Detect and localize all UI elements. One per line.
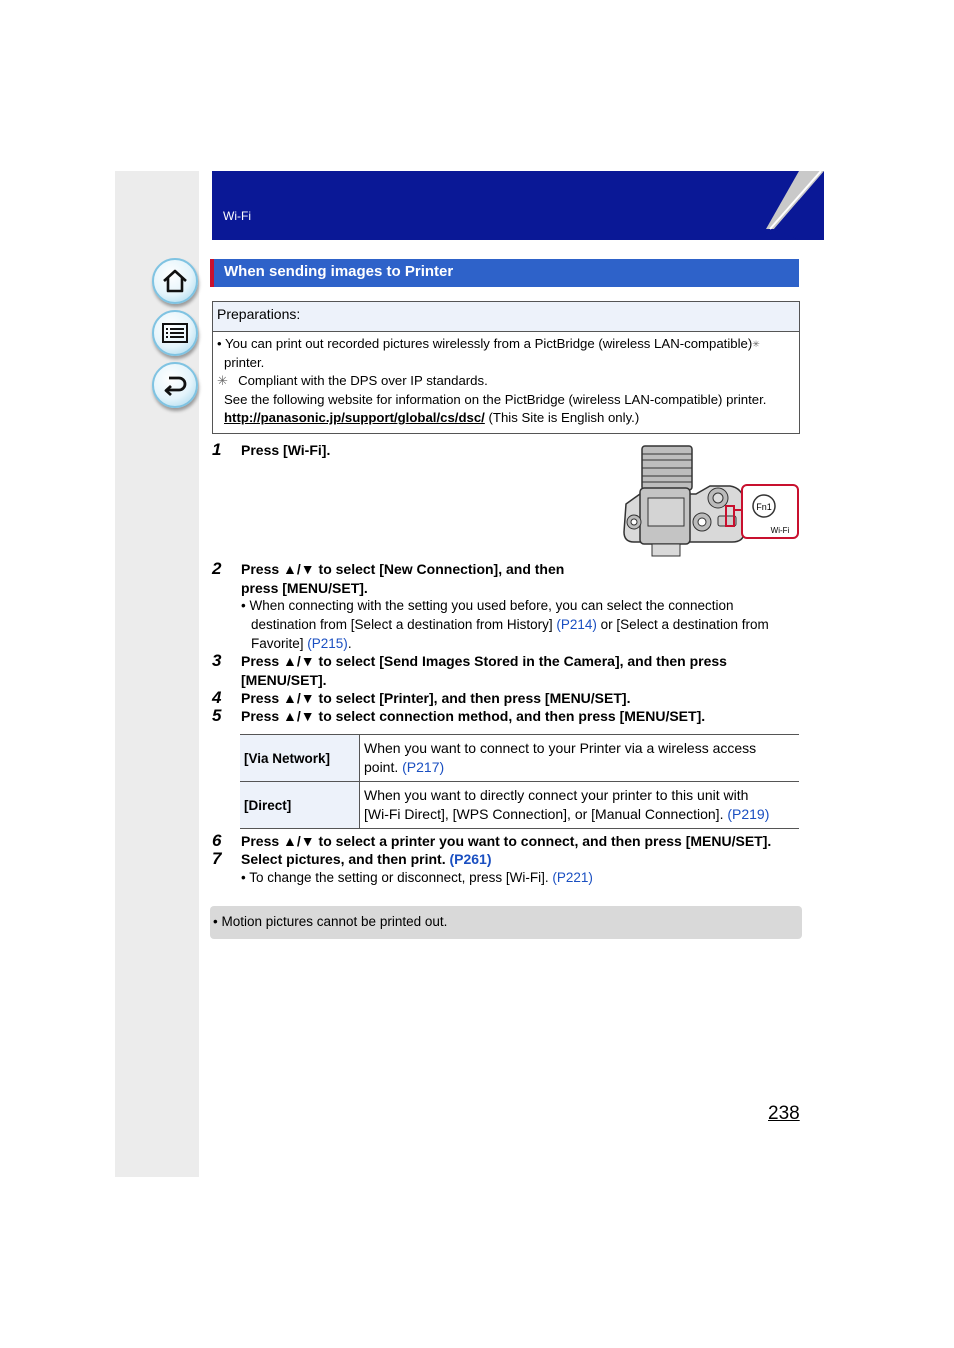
preparations-heading: Preparations: xyxy=(213,302,799,332)
wifi-button-label: Wi-Fi xyxy=(770,526,790,535)
table-row xyxy=(240,782,799,829)
header-corner-decoration xyxy=(766,171,824,240)
memo-note: • Motion pictures cannot be printed out. xyxy=(210,906,802,939)
step-text: Press [Wi-Fi]. xyxy=(241,442,331,458)
step-number: 5 xyxy=(212,706,222,725)
page-number: 238 xyxy=(768,1103,800,1124)
step-number: 3 xyxy=(212,651,222,670)
step-text: Select pictures, and then print. (P261) xyxy=(241,851,492,867)
step-text: Press ▲/▼ to select [Send Images Stored in the Camera], and then press [MENU/SET]. xyxy=(241,653,727,688)
back-button[interactable] xyxy=(152,362,198,408)
page-link[interactable]: (P221) xyxy=(552,870,593,885)
menu-list-icon xyxy=(161,319,189,347)
table-row xyxy=(240,735,799,782)
connection-method-description: When you want to connect to your Printer via a wireless access point. (P217) xyxy=(360,735,800,782)
step-number: 7 xyxy=(212,849,222,868)
page-link[interactable]: (P217) xyxy=(402,759,445,775)
home-icon xyxy=(161,267,189,295)
camera-top-view-illustration xyxy=(618,444,800,559)
page-link[interactable]: (P261) xyxy=(449,851,492,867)
step-text: Press ▲/▼ to select connection method, and then press [MENU/SET]. xyxy=(241,708,706,724)
preparations-box: Preparations: • You can print out recorded pictures wirelessly from a PictBridge (wireless LAN-compatible)✳ printer. ✳ Compliant with the DPS over IP standards. See the following website for information on the PictBridge (wireless LAN-compatible) printer. http://panasonic.jp/support/global/cs/dsc/ (This Site is English only.) xyxy=(212,301,800,434)
step-number: 2 xyxy=(212,559,222,578)
home-button[interactable] xyxy=(152,258,198,304)
step-text: Press ▲/▼ to select [Printer], and then press [MENU/SET]. xyxy=(241,690,631,706)
step-note: • To change the setting or disconnect, press [Wi-Fi]. (P221) xyxy=(241,870,593,885)
contents-menu-button[interactable] xyxy=(152,310,198,356)
chapter-header xyxy=(212,171,799,240)
step-text: Press ▲/▼ to select a printer you want to connect, and then press [MENU/SET]. xyxy=(241,833,772,849)
connection-method-description: When you want to directly connect your printer to this unit with [Wi-Fi Direct], [WPS Connection], or [Manual Connection]. (P219) xyxy=(360,782,800,829)
step-number: 1 xyxy=(212,440,222,459)
connection-method-table xyxy=(240,734,799,829)
connection-method-name: [Direct] xyxy=(240,782,360,829)
support-website-link[interactable]: http://panasonic.jp/support/global/cs/dsc/ xyxy=(224,410,485,425)
section-title: When sending images to Printer xyxy=(210,259,799,287)
back-arrow-icon xyxy=(161,371,189,399)
step-number: 4 xyxy=(212,688,222,707)
step-text: Press ▲/▼ to select [New Connection], and then press [MENU/SET]. xyxy=(241,561,565,596)
connection-method-name: [Via Network] xyxy=(240,735,360,782)
page-link[interactable]: (P214) xyxy=(556,617,597,632)
chapter-label: Wi-Fi xyxy=(223,209,251,223)
fn1-button-label: Fn1 xyxy=(756,502,772,512)
step-number: 6 xyxy=(212,831,222,850)
page-link[interactable]: (P215) xyxy=(307,636,348,651)
page-link[interactable]: (P219) xyxy=(727,806,770,822)
step-note: • When connecting with the setting you used before, you can select the connection destination from [Select a destination from History] (P214) or [Select a destination from Favorite] (P215). xyxy=(241,598,769,651)
